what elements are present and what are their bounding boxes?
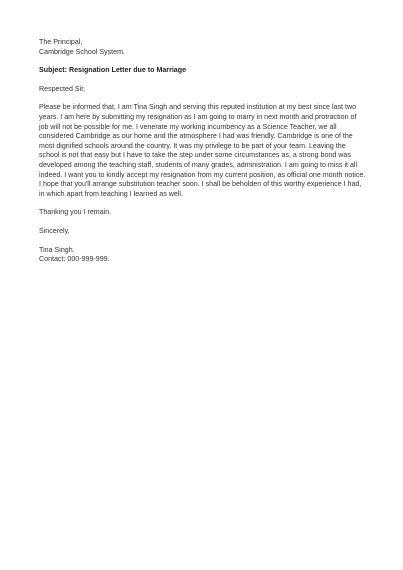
body-line: years. I am here by submitting my resignation as I am going to marry in next month and protraction of [39, 112, 357, 121]
body-line: considered Cambridge as our home and the atmosphere I had was friendly. Cambridge is one of the [39, 132, 353, 141]
subject-block [39, 66, 369, 76]
body-line: school is not that easy but I have to take the step under some circumstances as, a strong bond was [39, 151, 351, 160]
body-line: in which apart from teaching I learned as well. [39, 189, 183, 198]
body-line: Please be informed that, I am Tina Singh and serving this reputed institution at my best since last two [39, 103, 357, 112]
body-line: indeed. I want you to kindly accept my resignation from my current position, as official one month notice. [39, 170, 366, 179]
closing-block [39, 208, 369, 218]
closing-thanks: Thanking you I remain. [39, 208, 112, 217]
salutation: Respected Sir, [39, 84, 86, 93]
signature-name: Tina Singh. [39, 245, 75, 254]
sign-off-block [39, 227, 369, 237]
signature-block [39, 246, 369, 265]
salutation-block [39, 85, 369, 95]
body-line: I hope that you'll arrange substitution teacher soon. I shall be beholden of this worthy experience I had, [39, 180, 362, 189]
body-line: most dignified schools around the country. It was my privilege to be part of your team. Leaving the [39, 141, 346, 150]
recipient-title: The Principal, [39, 38, 83, 46]
subject-line: Subject: Resignation Letter due to Marriage [39, 66, 187, 75]
letter [39, 38, 369, 274]
body-paragraph [39, 103, 369, 199]
body-line: developed among the teaching staff, students of many grades, administration. I am going to miss it all [39, 160, 358, 169]
recipient-block [39, 38, 369, 57]
body-line: job will not be possible for me. I venerate my working incumbency as a Science Teacher, we all [39, 122, 337, 131]
sign-off: Sincerely, [39, 226, 70, 235]
signature-contact: Contact: 000-999-999. [39, 255, 110, 264]
recipient-organization: Cambridge School System. [39, 47, 125, 56]
